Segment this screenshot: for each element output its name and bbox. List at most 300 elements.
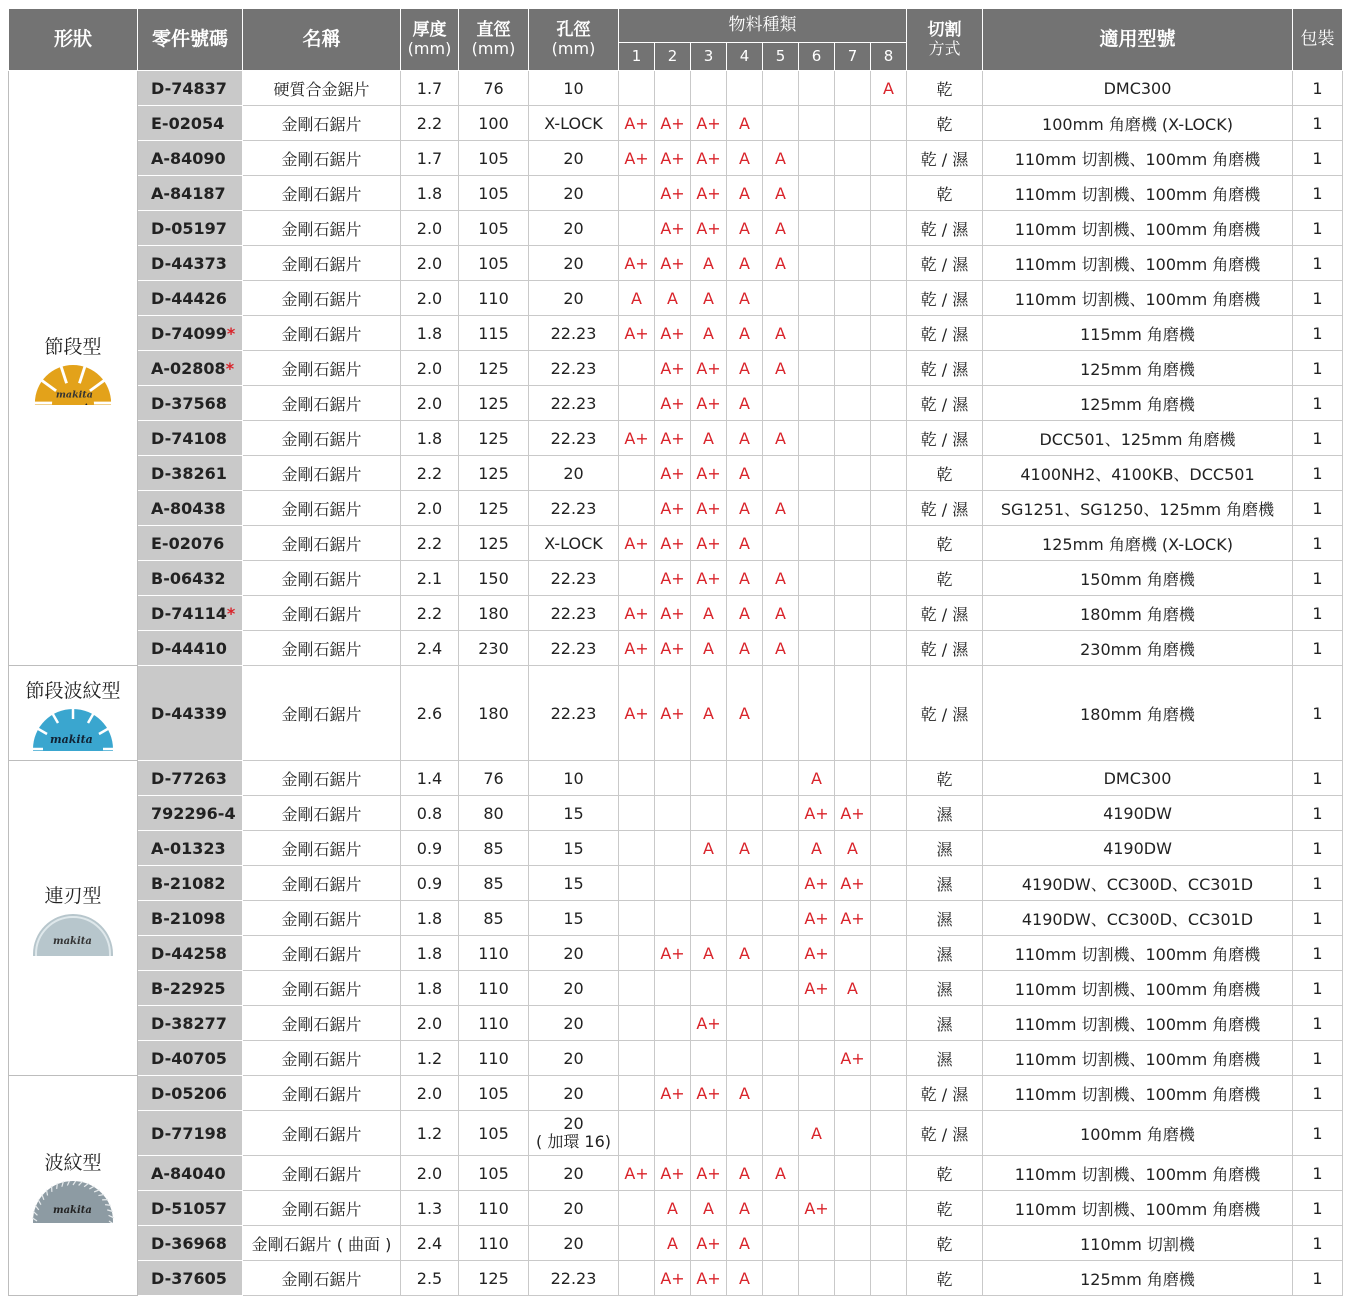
header-bore: [529, 9, 619, 71]
part-number: A-02808: [151, 358, 226, 378]
header-name: 名稱: [243, 9, 401, 71]
name-cell: 金剛石鋸片: [243, 1041, 401, 1076]
material-7-cell: [835, 456, 871, 491]
segmented-turbo-blade-icon: [17, 709, 129, 751]
material-2-cell: A+: [655, 1156, 691, 1191]
diameter-cell: 110: [459, 1006, 529, 1041]
material-1-cell: A+: [619, 421, 655, 456]
table-row: [9, 526, 1343, 561]
material-2-cell: A+: [655, 141, 691, 176]
models-cell: 4190DW、CC300D、CC301D: [983, 866, 1293, 901]
models-cell: 110mm 切割機、100mm 角磨機: [983, 1006, 1293, 1041]
cut-method-cell: 乾: [907, 1191, 983, 1226]
shape-label: 波紋型: [44, 1152, 102, 1174]
table-header: [9, 9, 1343, 71]
material-8-cell: [871, 526, 907, 561]
material-7-cell: [835, 421, 871, 456]
part-number: D-36968: [151, 1233, 227, 1253]
svg-text:makita: makita: [50, 732, 93, 746]
part-number: D-37605: [151, 1268, 227, 1288]
material-4-cell: A: [727, 176, 763, 211]
material-2-cell: A+: [655, 106, 691, 141]
cut-method-cell: 乾 / 濕: [907, 666, 983, 761]
bore-cell: [529, 866, 619, 901]
material-8-cell: [871, 141, 907, 176]
part-number: D-37568: [151, 393, 227, 413]
material-5-cell: A: [763, 561, 799, 596]
part-number-cell: [138, 901, 243, 936]
pack-cell: 1: [1293, 1076, 1343, 1111]
material-2-cell: A+: [655, 246, 691, 281]
cut-method-cell: 乾: [907, 106, 983, 141]
material-7-cell: [835, 1111, 871, 1156]
part-number-cell: [138, 386, 243, 421]
material-6-cell: [799, 1006, 835, 1041]
part-number-cell: [138, 211, 243, 246]
models-cell: DCC501、125mm 角磨機: [983, 421, 1293, 456]
material-7-cell: [835, 596, 871, 631]
diameter-cell: 105: [459, 1111, 529, 1156]
material-3-cell: A: [691, 631, 727, 666]
models-cell: 150mm 角磨機: [983, 561, 1293, 596]
header-cut-line1: 切割: [927, 20, 962, 41]
bore-value: 20: [563, 1013, 584, 1033]
material-4-cell: A: [727, 831, 763, 866]
bore-cell: [529, 831, 619, 866]
part-number-cell: [138, 281, 243, 316]
table-row: [9, 141, 1343, 176]
material-8-cell: [871, 831, 907, 866]
models-cell: DMC300: [983, 761, 1293, 796]
models-cell: 4190DW: [983, 796, 1293, 831]
bore-value: 22.23: [550, 703, 597, 723]
thickness-cell: 1.2: [401, 1041, 459, 1076]
material-3-cell: A: [691, 316, 727, 351]
material-2-cell: A+: [655, 561, 691, 596]
thickness-cell: 1.7: [401, 141, 459, 176]
material-5-cell: [763, 761, 799, 796]
bore-value: 15: [563, 873, 584, 893]
bore-value: 22.23: [550, 393, 597, 413]
material-8-cell: [871, 491, 907, 526]
part-number: A-84187: [151, 183, 226, 203]
part-number: D-74114: [151, 603, 227, 623]
models-cell: SG1251、SG1250、125mm 角磨機: [983, 491, 1293, 526]
bore-value: 20: [563, 1163, 584, 1183]
material-8-cell: [871, 1111, 907, 1156]
diameter-cell: 80: [459, 796, 529, 831]
models-cell: 110mm 切割機、100mm 角磨機: [983, 141, 1293, 176]
part-number: D-44339: [151, 703, 227, 723]
pack-cell: 1: [1293, 1226, 1343, 1261]
header-bore-unit: (mm): [551, 39, 596, 59]
thickness-cell: 1.8: [401, 901, 459, 936]
cut-method-cell: 乾 / 濕: [907, 1076, 983, 1111]
name-cell: 硬質合金鋸片: [243, 71, 401, 106]
material-1-cell: A+: [619, 106, 655, 141]
header-part-number: 零件號碼: [138, 9, 243, 71]
material-5-cell: [763, 71, 799, 106]
table-row: [9, 866, 1343, 901]
material-4-cell: [727, 866, 763, 901]
material-8-cell: [871, 211, 907, 246]
diameter-cell: 110: [459, 1226, 529, 1261]
material-3-cell: A+: [691, 1006, 727, 1041]
header-bore-label: 孔徑: [556, 20, 591, 41]
material-3-cell: A+: [691, 351, 727, 386]
material-6-cell: [799, 316, 835, 351]
header-models: 適用型號: [983, 9, 1293, 71]
name-cell: 金剛石鋸片: [243, 281, 401, 316]
material-7-cell: [835, 316, 871, 351]
bore-cell: [529, 176, 619, 211]
cut-method-cell: 乾 / 濕: [907, 631, 983, 666]
material-3-cell: A+: [691, 491, 727, 526]
material-3-cell: A+: [691, 1261, 727, 1296]
models-cell: 180mm 角磨機: [983, 596, 1293, 631]
thickness-cell: 0.9: [401, 831, 459, 866]
table-row: [9, 631, 1343, 666]
part-number-cell: [138, 351, 243, 386]
material-7-cell: [835, 71, 871, 106]
material-5-cell: A: [763, 351, 799, 386]
bore-cell: [529, 456, 619, 491]
table-row: [9, 561, 1343, 596]
material-1-cell: [619, 1076, 655, 1111]
material-4-cell: A: [727, 456, 763, 491]
material-8-cell: [871, 106, 907, 141]
material-6-cell: [799, 631, 835, 666]
material-4-cell: [727, 971, 763, 1006]
material-7-cell: [835, 246, 871, 281]
material-7-cell: [835, 1156, 871, 1191]
material-2-cell: A: [655, 1191, 691, 1226]
material-1-cell: [619, 1006, 655, 1041]
cut-method-cell: 乾 / 濕: [907, 141, 983, 176]
pack-cell: 1: [1293, 1156, 1343, 1191]
header-thickness: [401, 9, 459, 71]
cut-method-cell: 乾 / 濕: [907, 491, 983, 526]
table-row: [9, 246, 1343, 281]
material-5-cell: [763, 386, 799, 421]
bore-value: 20: [563, 148, 584, 168]
material-4-cell: [727, 1041, 763, 1076]
models-cell: 125mm 角磨機 (X-LOCK): [983, 526, 1293, 561]
header-diameter-unit: (mm): [471, 39, 516, 59]
material-1-cell: [619, 866, 655, 901]
cut-method-cell: 乾: [907, 1156, 983, 1191]
material-3-cell: A+: [691, 1226, 727, 1261]
bore-cell: [529, 1191, 619, 1226]
material-4-cell: A: [727, 246, 763, 281]
material-2-cell: [655, 901, 691, 936]
material-2-cell: [655, 761, 691, 796]
material-4-cell: A: [727, 491, 763, 526]
models-cell: 125mm 角磨機: [983, 386, 1293, 421]
table-row: [9, 1226, 1343, 1261]
models-cell: 110mm 切割機、100mm 角磨機: [983, 246, 1293, 281]
material-6-cell: [799, 596, 835, 631]
material-6-cell: [799, 351, 835, 386]
asterisk-mark: *: [226, 603, 236, 623]
material-1-cell: [619, 971, 655, 1006]
material-8-cell: [871, 1226, 907, 1261]
material-4-cell: A: [727, 1191, 763, 1226]
bore-value: 22.23: [550, 498, 597, 518]
material-4-cell: [727, 71, 763, 106]
material-5-cell: [763, 831, 799, 866]
material-3-cell: [691, 971, 727, 1006]
material-1-cell: [619, 936, 655, 971]
part-number: B-22925: [151, 978, 226, 998]
thickness-cell: 1.2: [401, 1111, 459, 1156]
diameter-cell: 85: [459, 831, 529, 866]
thickness-cell: 2.0: [401, 491, 459, 526]
material-4-cell: A: [727, 1226, 763, 1261]
material-6-cell: A: [799, 1111, 835, 1156]
shape-cell: [9, 761, 138, 1076]
bore-value: X-LOCK: [544, 533, 603, 553]
material-5-cell: A: [763, 491, 799, 526]
material-8-cell: [871, 666, 907, 761]
name-cell: 金剛石鋸片: [243, 456, 401, 491]
material-3-cell: A: [691, 666, 727, 761]
part-number-cell: [138, 971, 243, 1006]
bore-cell: [529, 1156, 619, 1191]
material-5-cell: A: [763, 421, 799, 456]
cut-method-cell: 乾 / 濕: [907, 246, 983, 281]
bore-cell: [529, 1226, 619, 1261]
material-8-cell: [871, 456, 907, 491]
models-cell: 4100NH2、4100KB、DCC501: [983, 456, 1293, 491]
material-5-cell: [763, 1261, 799, 1296]
material-4-cell: A: [727, 631, 763, 666]
pack-cell: 1: [1293, 901, 1343, 936]
part-number-cell: [138, 796, 243, 831]
diameter-cell: 125: [459, 351, 529, 386]
bore-cell: [529, 631, 619, 666]
header-material-4: 4: [727, 43, 763, 71]
material-3-cell: A+: [691, 1076, 727, 1111]
part-number: D-51057: [151, 1198, 227, 1218]
material-7-cell: A+: [835, 901, 871, 936]
bore-cell: [529, 1006, 619, 1041]
material-5-cell: A: [763, 1156, 799, 1191]
bore-cell: [529, 1261, 619, 1296]
material-2-cell: [655, 71, 691, 106]
table-row: [9, 936, 1343, 971]
material-8-cell: [871, 561, 907, 596]
bore-value: 20: [563, 1083, 584, 1103]
bore-cell: [529, 1111, 619, 1156]
material-2-cell: [655, 1041, 691, 1076]
material-6-cell: [799, 1261, 835, 1296]
models-cell: 110mm 切割機、100mm 角磨機: [983, 971, 1293, 1006]
header-thickness-unit: (mm): [407, 39, 452, 59]
svg-text:makita: makita: [55, 388, 93, 400]
material-6-cell: A+: [799, 901, 835, 936]
header-diameter-label: 直徑: [476, 20, 511, 41]
cut-method-cell: 濕: [907, 901, 983, 936]
bore-value: 20: [563, 1048, 584, 1068]
cut-method-cell: 乾: [907, 526, 983, 561]
bore-cell: [529, 666, 619, 761]
diameter-cell: 76: [459, 71, 529, 106]
bore-value: 20: [563, 1233, 584, 1253]
table-row: [9, 1156, 1343, 1191]
material-1-cell: A+: [619, 526, 655, 561]
material-7-cell: [835, 631, 871, 666]
thickness-cell: 2.0: [401, 1156, 459, 1191]
bore-cell: [529, 421, 619, 456]
material-2-cell: A+: [655, 386, 691, 421]
shape-label: 節段型: [44, 335, 102, 358]
thickness-cell: 1.7: [401, 71, 459, 106]
material-2-cell: [655, 1111, 691, 1156]
material-3-cell: [691, 71, 727, 106]
material-6-cell: A: [799, 761, 835, 796]
material-3-cell: A+: [691, 141, 727, 176]
thickness-cell: 1.4: [401, 761, 459, 796]
material-4-cell: [727, 1111, 763, 1156]
bore-cell: [529, 106, 619, 141]
table-row: [9, 456, 1343, 491]
part-number-cell: [138, 936, 243, 971]
material-8-cell: [871, 936, 907, 971]
pack-cell: 1: [1293, 1191, 1343, 1226]
part-number: D-40705: [151, 1048, 227, 1068]
name-cell: 金剛石鋸片: [243, 106, 401, 141]
material-8-cell: [871, 1261, 907, 1296]
thickness-cell: 2.2: [401, 526, 459, 561]
thickness-cell: 0.8: [401, 796, 459, 831]
material-6-cell: [799, 71, 835, 106]
pack-cell: 1: [1293, 936, 1343, 971]
material-6-cell: [799, 421, 835, 456]
material-4-cell: A: [727, 211, 763, 246]
header-cut-method: [907, 9, 983, 71]
thickness-cell: 2.0: [401, 351, 459, 386]
material-5-cell: A: [763, 246, 799, 281]
pack-cell: 1: [1293, 526, 1343, 561]
cut-method-cell: 乾: [907, 1261, 983, 1296]
material-5-cell: [763, 1111, 799, 1156]
thickness-cell: 2.2: [401, 106, 459, 141]
table-row: [9, 901, 1343, 936]
pack-cell: 1: [1293, 211, 1343, 246]
material-4-cell: A: [727, 421, 763, 456]
material-8-cell: [871, 1191, 907, 1226]
material-1-cell: A+: [619, 631, 655, 666]
material-6-cell: A+: [799, 936, 835, 971]
material-5-cell: [763, 1191, 799, 1226]
table-row: [9, 971, 1343, 1006]
cut-method-cell: 乾 / 濕: [907, 386, 983, 421]
material-3-cell: A: [691, 1191, 727, 1226]
part-number-cell: [138, 491, 243, 526]
material-4-cell: A: [727, 141, 763, 176]
material-4-cell: A: [727, 1156, 763, 1191]
thickness-cell: 1.8: [401, 176, 459, 211]
part-number-cell: [138, 596, 243, 631]
material-7-cell: [835, 1226, 871, 1261]
material-8-cell: [871, 761, 907, 796]
table-row: [9, 106, 1343, 141]
material-4-cell: A: [727, 666, 763, 761]
material-4-cell: [727, 761, 763, 796]
name-cell: 金剛石鋸片: [243, 901, 401, 936]
thickness-cell: 2.0: [401, 211, 459, 246]
material-3-cell: A: [691, 281, 727, 316]
material-6-cell: A+: [799, 1191, 835, 1226]
bore-value: 20: [563, 253, 584, 273]
bore-value: 20: [563, 1113, 584, 1133]
part-number: D-05206: [151, 1083, 227, 1103]
bore-value: 22.23: [550, 358, 597, 378]
table-row: [9, 1041, 1343, 1076]
pack-cell: 1: [1293, 1006, 1343, 1041]
material-7-cell: [835, 386, 871, 421]
material-4-cell: A: [727, 316, 763, 351]
material-5-cell: [763, 936, 799, 971]
name-cell: 金剛石鋸片: [243, 796, 401, 831]
bore-cell: [529, 386, 619, 421]
material-7-cell: [835, 1191, 871, 1226]
name-cell: 金剛石鋸片: [243, 866, 401, 901]
table-row: [9, 421, 1343, 456]
material-3-cell: A+: [691, 106, 727, 141]
header-cut-line2: 方式: [928, 39, 961, 59]
material-8-cell: [871, 1006, 907, 1041]
part-number: A-01323: [151, 838, 226, 858]
pack-cell: 1: [1293, 71, 1343, 106]
part-number: D-74837: [151, 78, 227, 98]
name-cell: 金剛石鋸片: [243, 831, 401, 866]
diameter-cell: 105: [459, 246, 529, 281]
material-2-cell: A+: [655, 491, 691, 526]
part-number-cell: [138, 71, 243, 106]
turbo-rim-blade-icon: [17, 1181, 129, 1223]
material-3-cell: A+: [691, 561, 727, 596]
part-number-cell: [138, 1006, 243, 1041]
thickness-cell: 1.8: [401, 316, 459, 351]
material-4-cell: [727, 1006, 763, 1041]
material-6-cell: [799, 526, 835, 561]
bore-cell: [529, 141, 619, 176]
table-row: [9, 1076, 1343, 1111]
thickness-cell: 1.3: [401, 1191, 459, 1226]
part-number: D-44426: [151, 288, 227, 308]
material-3-cell: A: [691, 246, 727, 281]
material-7-cell: [835, 176, 871, 211]
table-row: [9, 761, 1343, 796]
header-material-6: 6: [799, 43, 835, 71]
bore-value: 15: [563, 803, 584, 823]
svg-text:makita: makita: [53, 935, 92, 947]
material-7-cell: [835, 1076, 871, 1111]
models-cell: 100mm 角磨機: [983, 1111, 1293, 1156]
material-8-cell: [871, 281, 907, 316]
bore-value: 15: [563, 838, 584, 858]
thickness-cell: 2.0: [401, 281, 459, 316]
material-5-cell: [763, 456, 799, 491]
table-row: [9, 71, 1343, 106]
name-cell: 金剛石鋸片: [243, 176, 401, 211]
part-number-cell: [138, 1076, 243, 1111]
material-7-cell: [835, 351, 871, 386]
pack-cell: 1: [1293, 1261, 1343, 1296]
header-material-7: 7: [835, 43, 871, 71]
